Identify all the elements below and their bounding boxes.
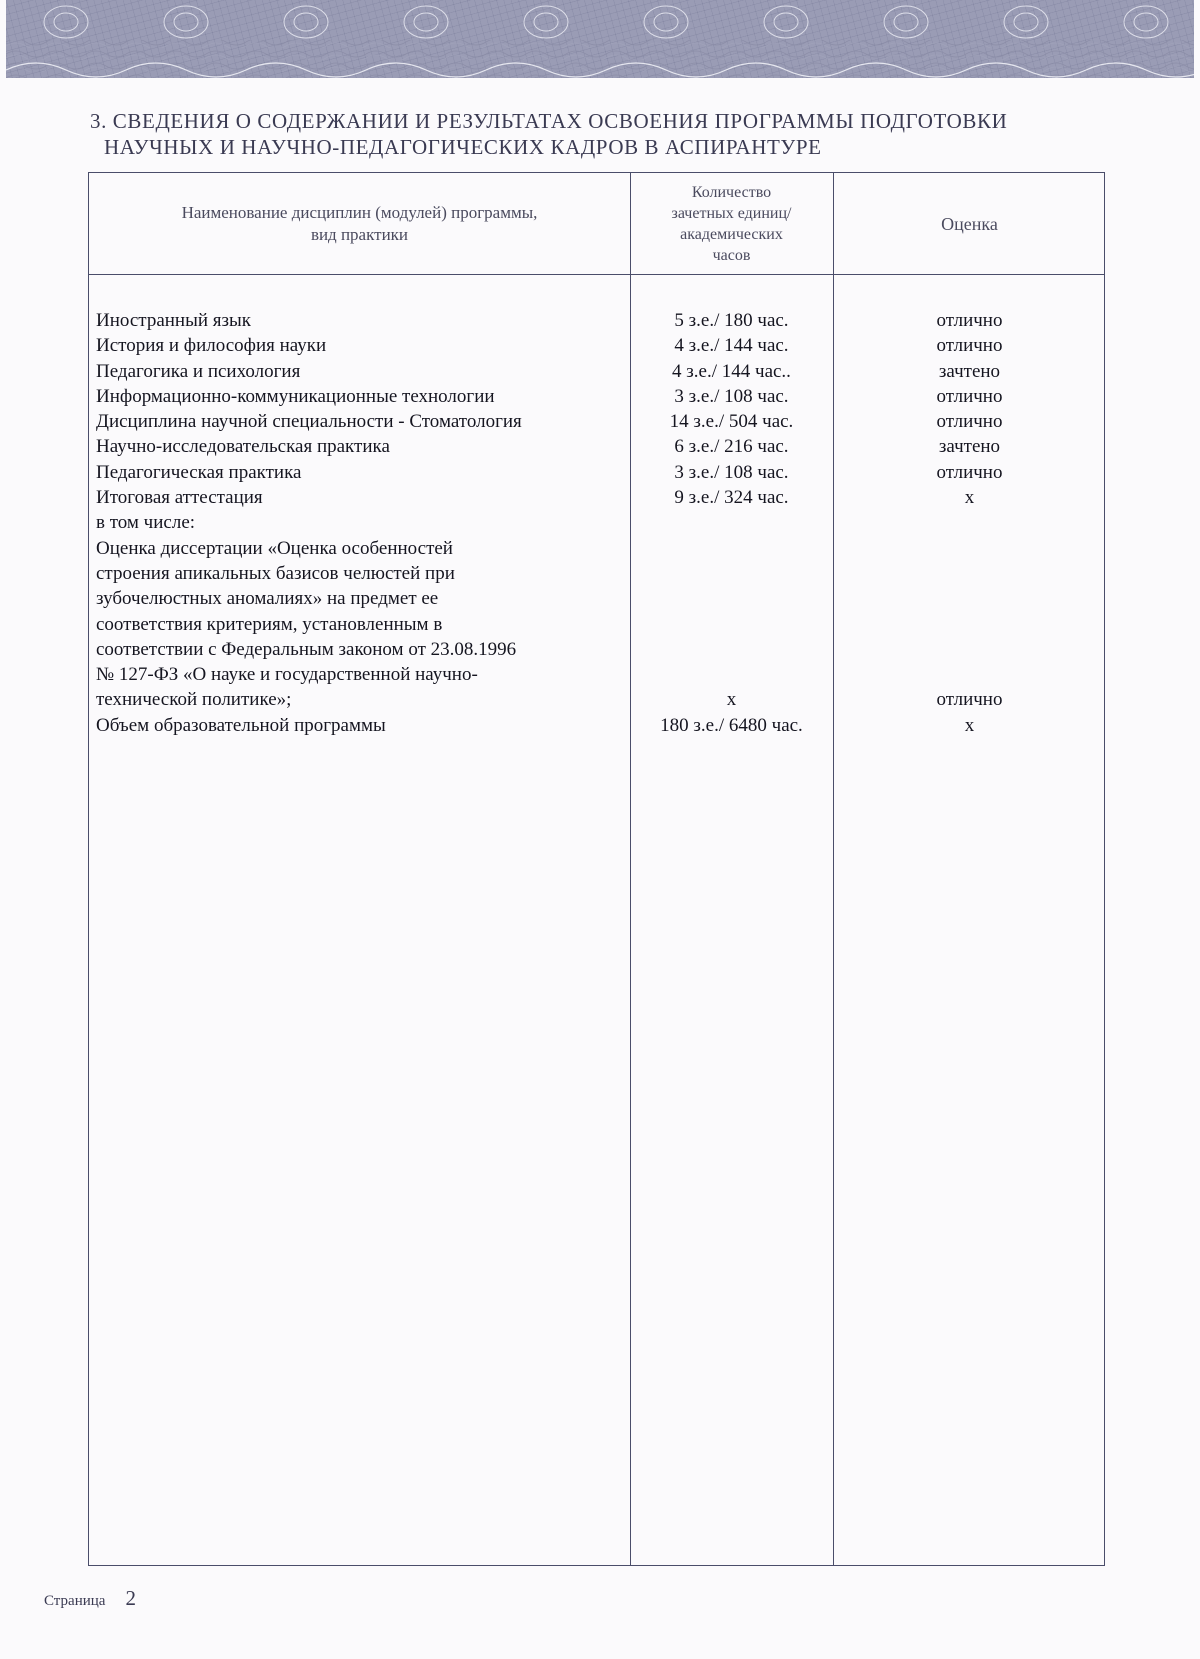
table-row [89, 359, 1106, 384]
header-credits-line: часов [712, 246, 751, 264]
table-row [89, 536, 1106, 561]
table-row [89, 434, 1106, 459]
grade-value: х [964, 487, 975, 509]
disciplines-table [88, 172, 1105, 1566]
grade-value: отлично [936, 335, 1003, 357]
grade-value: отлично [936, 310, 1003, 331]
header-divider [89, 274, 1104, 275]
grade-value [833, 612, 1106, 637]
header-discipline-line: вид практики [310, 224, 409, 244]
table-row [89, 333, 1106, 358]
discipline-name: № 127-ФЗ «О науке и государственной научно- [96, 664, 478, 686]
header-discipline-line: Наименование дисциплин (модулей) программы, [181, 202, 538, 222]
credits-value [630, 561, 833, 586]
page-label: Страница [44, 1593, 106, 1609]
header-credits-line: зачетных единиц/ [671, 204, 792, 222]
grade-value [833, 536, 1106, 561]
discipline-name: строения апикальных базисов челюстей при [96, 562, 455, 584]
discipline-name: соответствия критериям, установленным в [96, 613, 443, 635]
credits-value [630, 536, 833, 561]
grade-value: отлично [936, 461, 1003, 483]
discipline-name: Педагогика и психология [96, 360, 301, 382]
discipline-name: Информационно-коммуникационные технологии [96, 385, 495, 407]
grade-value: х [964, 714, 975, 736]
table-row [89, 485, 1106, 510]
discipline-name: Итоговая аттестация [96, 487, 263, 509]
header-discipline [89, 173, 630, 274]
grade-value [833, 662, 1106, 687]
credits-value: 4 з.е./ 144 час. [674, 335, 789, 357]
grade-value: зачтено [938, 360, 1001, 382]
guilloche-border [6, 0, 1194, 78]
table-row [89, 713, 1106, 738]
discipline-name: Дисциплина научной специальности - Стоматология [96, 411, 522, 433]
discipline-name: Научно-исследовательская практика [96, 436, 390, 458]
credits-value: 180 з.е./ 6480 час. [660, 714, 803, 736]
discipline-name: зубочелюстных аномалиях» на предмет ее [96, 588, 439, 610]
header-grade-label: Оценка [941, 213, 998, 234]
page-number: 2 [125, 1586, 136, 1610]
table-row [89, 586, 1106, 611]
grade-value: отлично [936, 689, 1003, 711]
discipline-name: Объем образовательной программы [96, 714, 386, 736]
header-credits-line: академических [680, 225, 783, 243]
credits-value [630, 510, 833, 535]
credits-value [630, 586, 833, 611]
section-title [90, 108, 1110, 160]
table-row [89, 637, 1106, 662]
table-row [89, 687, 1106, 712]
discipline-name: в том числе: [96, 512, 196, 534]
credits-value: х [726, 689, 737, 711]
grade-value [833, 510, 1106, 535]
credits-value [630, 637, 833, 662]
table-row [89, 384, 1106, 409]
credits-value: 3 з.е./ 108 час. [674, 461, 789, 483]
credits-value [630, 612, 833, 637]
credits-value [630, 662, 833, 687]
grade-value [833, 637, 1106, 662]
credits-value: 3 з.е./ 108 час. [674, 385, 789, 407]
table-row [89, 510, 1106, 535]
discipline-name: Иностранный язык [96, 310, 252, 331]
table-row [89, 662, 1106, 687]
credits-value: 4 з.е./ 144 час.. [672, 360, 791, 382]
discipline-name: Оценка диссертации «Оценка особенностей [96, 537, 453, 559]
discipline-name: Педагогическая практика [96, 461, 302, 483]
page-footer [44, 1586, 136, 1611]
header-grade [833, 173, 1106, 274]
grade-value [833, 561, 1106, 586]
grade-value: зачтено [938, 436, 1001, 458]
credits-value: 14 з.е./ 504 час. [669, 411, 794, 433]
header-credits-line: Количество [691, 183, 772, 201]
credits-value: 9 з.е./ 324 час. [674, 487, 789, 509]
table-body [89, 308, 1106, 738]
section-title-line-2: НАУЧНЫХ И НАУЧНО-ПЕДАГОГИЧЕСКИХ КАДРОВ В АСПИРАНТУРЕ [104, 135, 822, 159]
table-row [89, 612, 1106, 637]
section-title-line-1: 3. СВЕДЕНИЯ О СОДЕРЖАНИИ И РЕЗУЛЬТАТАХ ОСВОЕНИЯ ПРОГРАММЫ ПОДГОТОВКИ [90, 109, 1008, 133]
discipline-name: История и философия науки [96, 335, 327, 357]
grade-value [833, 586, 1106, 611]
grade-value: отлично [936, 385, 1003, 407]
discipline-name: соответствии с Федеральным законом от 23.08.1996 [96, 638, 517, 660]
table-row [89, 460, 1106, 485]
credits-value: 5 з.е./ 180 час. [674, 310, 789, 331]
grade-value: отлично [936, 411, 1003, 433]
credits-value: 6 з.е./ 216 час. [674, 436, 789, 458]
header-credits [630, 173, 833, 274]
table-row [89, 308, 1106, 333]
discipline-name: технической политике»; [96, 689, 292, 711]
table-row [89, 561, 1106, 586]
table-row [89, 409, 1106, 434]
